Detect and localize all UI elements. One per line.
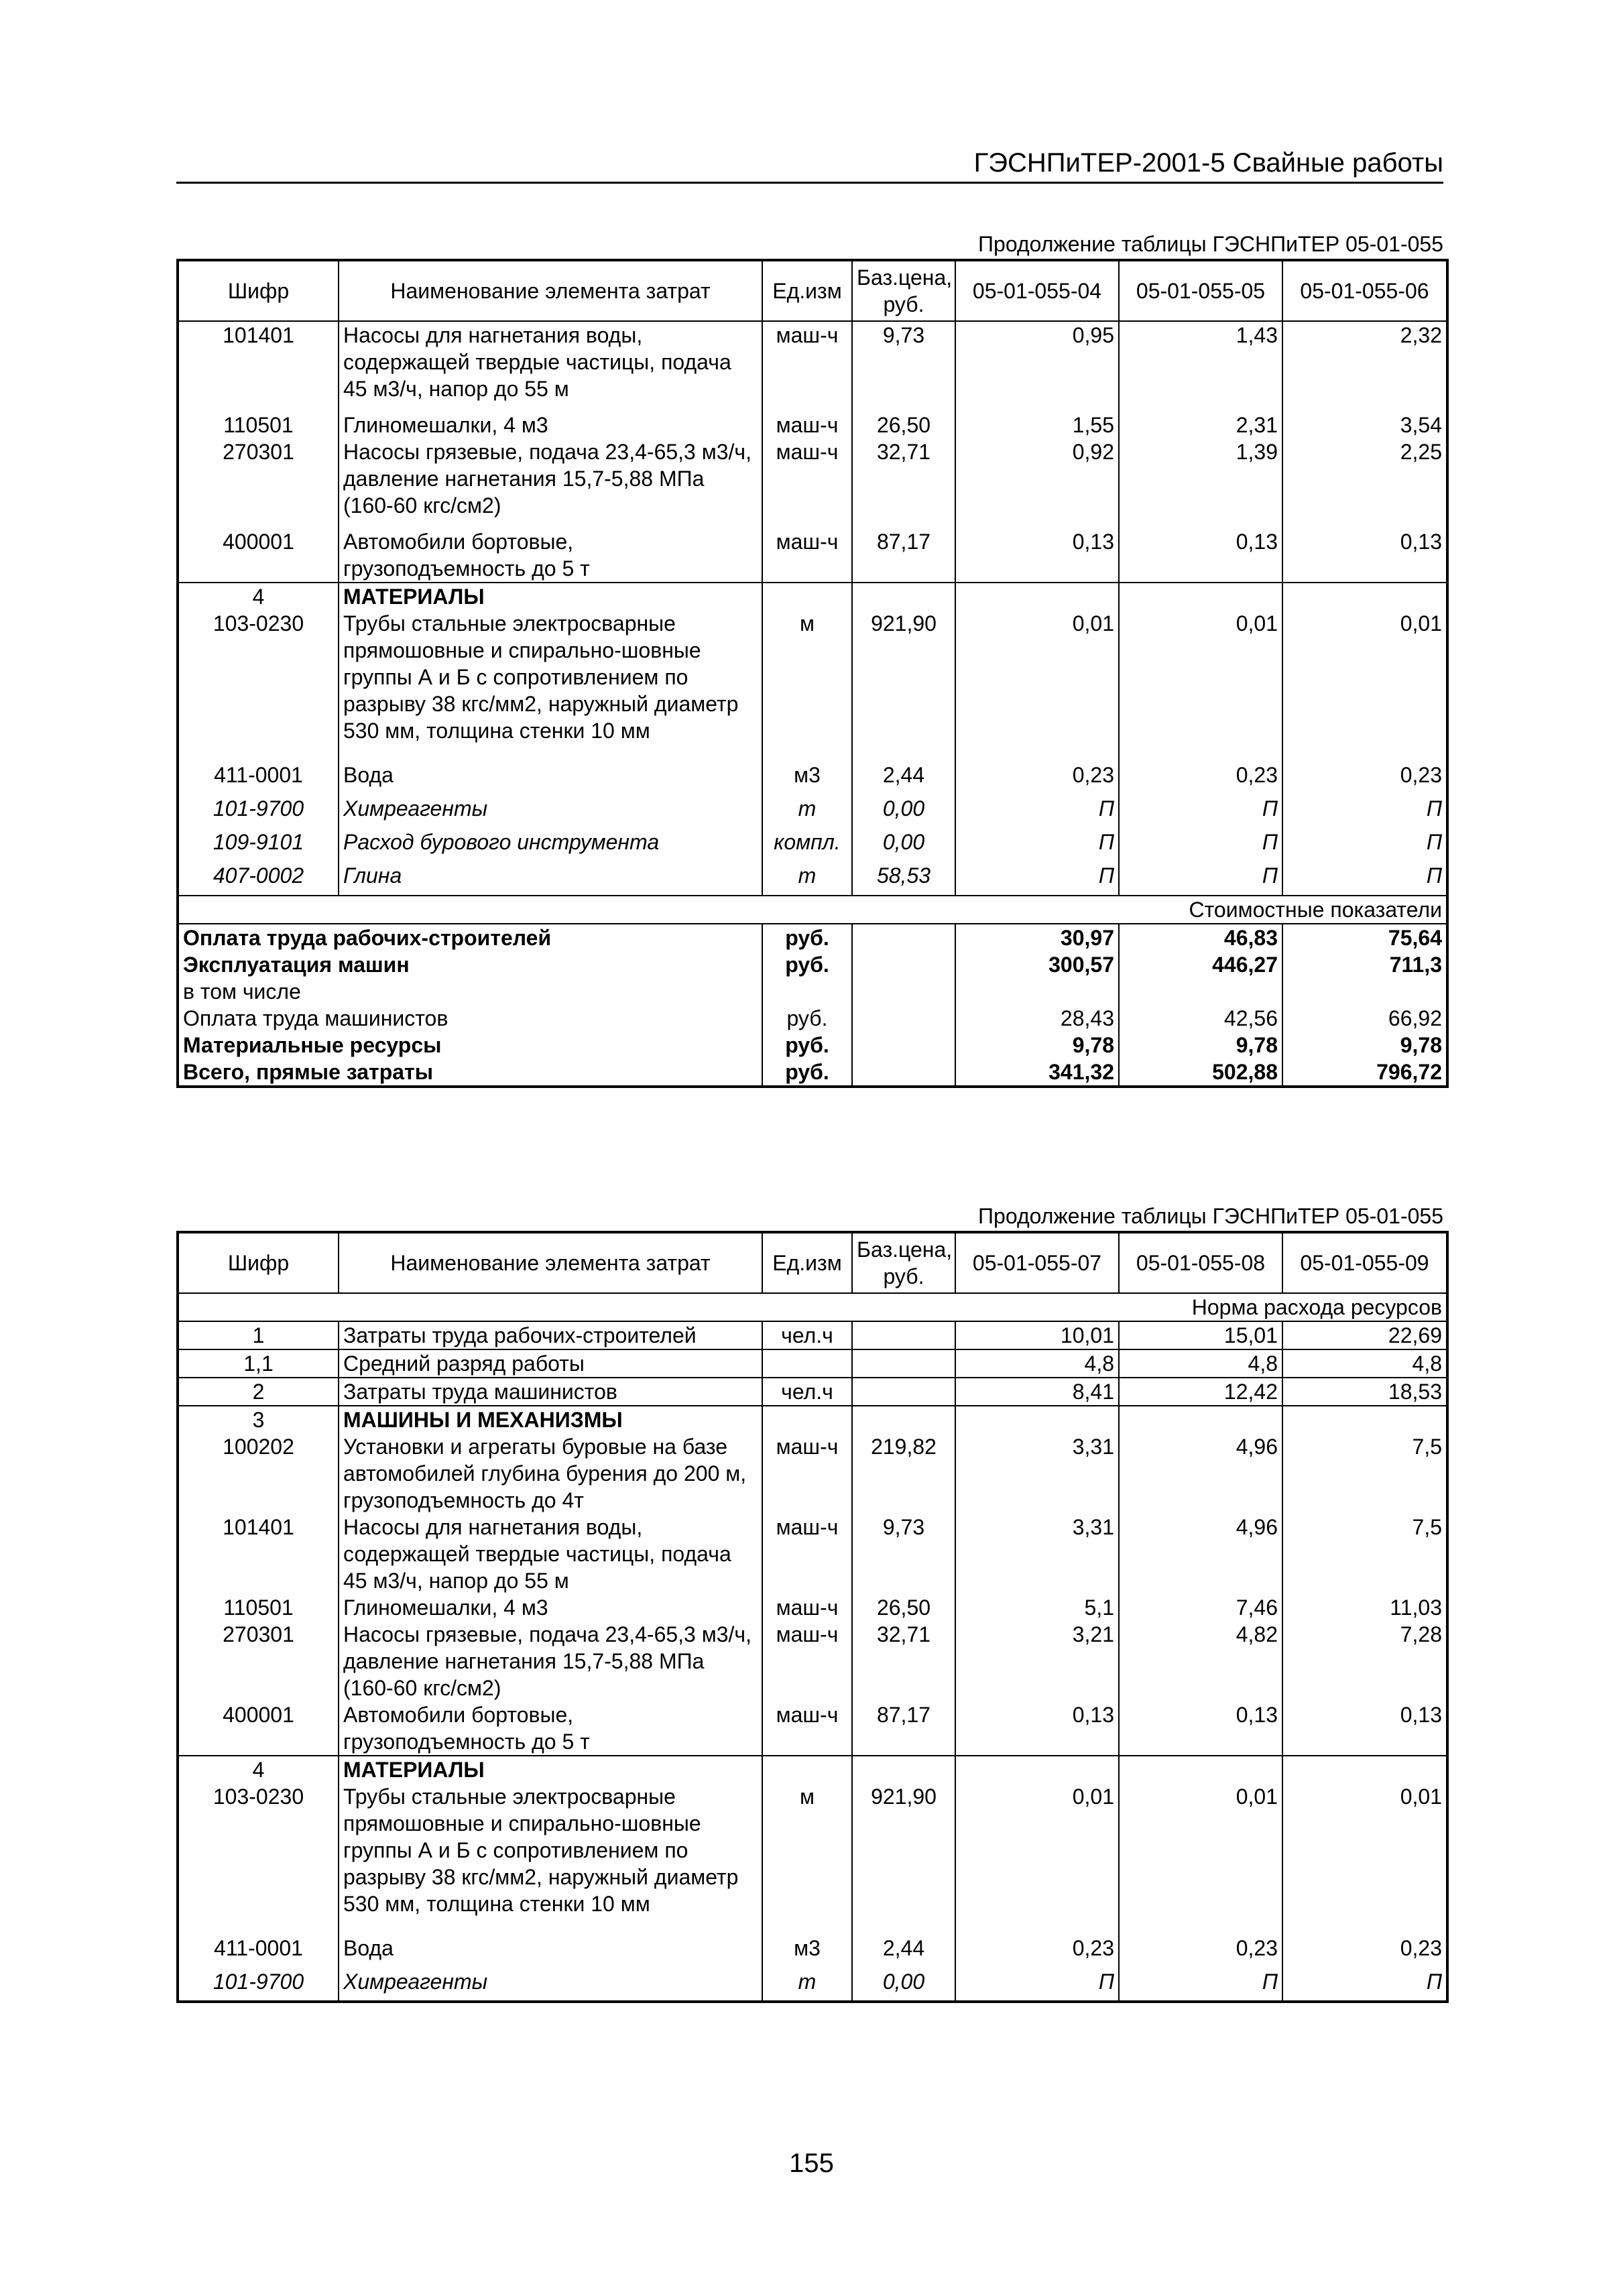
cost-label: Оплата труда машинистов — [178, 1005, 762, 1032]
row-value-3: П — [1282, 829, 1447, 862]
row-value-3: П — [1282, 795, 1447, 829]
table-row — [178, 1701, 1447, 1756]
col-header-price: Баз.цена, руб. — [852, 1232, 955, 1293]
row-code: 109-9101 — [213, 830, 304, 854]
row-price: 32,71 — [852, 1621, 955, 1701]
cost-value-1: 28,43 — [955, 1005, 1119, 1032]
row-value-3: 0,13 — [1282, 1701, 1447, 1756]
cost-value-2: 502,88 — [1119, 1059, 1282, 1087]
cost-value-3: 66,92 — [1282, 1005, 1447, 1032]
row-unit — [762, 1406, 852, 1433]
band-label: Норма расхода ресурсов — [178, 1293, 1447, 1321]
row-value-2: 0,23 — [1119, 1935, 1282, 1968]
row-value-2: 4,96 — [1119, 1514, 1282, 1594]
cost-value-1: 9,78 — [955, 1032, 1119, 1059]
cost-value-2: 446,27 — [1119, 951, 1282, 978]
cost-unit: руб. — [762, 951, 852, 978]
row-value-1: 0,01 — [955, 610, 1119, 762]
row-value-1: 0,92 — [955, 438, 1119, 519]
row-value-1: 8,41 — [955, 1378, 1119, 1406]
row-value-2: 4,8 — [1119, 1349, 1282, 1378]
row-value-3: 2,32 — [1282, 321, 1447, 402]
cost-value-3: 711,3 — [1282, 951, 1447, 978]
page-number: 155 — [789, 2149, 834, 2178]
row-value-2: 0,23 — [1119, 762, 1282, 795]
row-value-1: П — [955, 1968, 1119, 2002]
row-name: Затраты труда машинистов — [339, 1378, 762, 1406]
band-label: Стоимостные показатели — [178, 896, 1447, 924]
row-code: 411-0001 — [214, 1936, 303, 1960]
running-header: ГЭСНПиТЕР-2001-5 Свайные работы — [176, 144, 1443, 184]
row-value-1: 0,01 — [955, 1783, 1119, 1935]
row-value-1 — [955, 1756, 1119, 1783]
row-name: Насосы грязевые, подача 23,4-65,3 м3/ч, давление нагнетания 15,7-5,88 МПа (160-60 кгс/см2) — [339, 1621, 762, 1701]
row-price — [852, 1349, 955, 1378]
row-code: 103-0230 — [213, 611, 304, 636]
row-unit: м3 — [794, 1936, 821, 1960]
cost-value-3: 796,72 — [1282, 1059, 1447, 1087]
row-value-1: 10,01 — [955, 1321, 1119, 1349]
row-value-1: 0,13 — [955, 519, 1119, 583]
table-row — [178, 1935, 1447, 1968]
section-title: МАШИНЫ И МЕХАНИЗМЫ — [339, 1406, 762, 1433]
row-value-3: 0,13 — [1282, 519, 1447, 583]
row-value-3 — [1282, 583, 1447, 610]
row-code: 110501 — [223, 1595, 294, 1620]
band-row — [178, 1293, 1447, 1321]
row-value-2: 0,13 — [1119, 519, 1282, 583]
row-name: Автомобили бортовые, грузоподъемность до 5 т — [339, 519, 762, 583]
row-value-3: 0,01 — [1282, 610, 1447, 762]
row-name: Трубы стальные электросварные прямошовные и спирально-шовные группы А и Б с сопротивлением по разрыву 38 кгс/мм2, наружный диаметр 530 мм, толщина стенки 10 мм — [339, 1783, 762, 1935]
row-unit: м3 — [794, 763, 821, 787]
col-header-unit: Ед.изм — [762, 260, 852, 321]
col-header-unit: Ед.изм — [762, 1232, 852, 1293]
col-header-name: Наименование элемента затрат — [339, 260, 762, 321]
section-title: МАТЕРИАЛЫ — [339, 1756, 762, 1783]
row-unit: маш-ч — [776, 1595, 839, 1620]
row-unit: маш-ч — [776, 413, 839, 437]
table-row — [178, 402, 1447, 438]
table-row — [178, 1594, 1447, 1621]
row-unit: маш-ч — [776, 1703, 839, 1727]
table-row — [178, 1349, 1447, 1378]
cost-unit: руб. — [762, 1032, 852, 1059]
row-unit: м — [800, 1785, 815, 1809]
row-value-2: 2,31 — [1119, 402, 1282, 438]
row-value-3: 0,23 — [1282, 1935, 1447, 1968]
row-unit: т — [798, 796, 817, 821]
row-code: 1 — [178, 1321, 339, 1349]
row-value-1: 0,95 — [955, 321, 1119, 402]
row-value-3: 22,69 — [1282, 1321, 1447, 1349]
col-header-code: Шифр — [178, 260, 339, 321]
cost-value-2 — [1119, 978, 1282, 1005]
row-code: 101-9700 — [213, 1970, 304, 1994]
section-title: МАТЕРИАЛЫ — [339, 583, 762, 610]
cost-value-3 — [1282, 978, 1447, 1005]
row-name: Затраты труда рабочих-строителей — [339, 1321, 762, 1349]
cost-row — [178, 1032, 1447, 1059]
row-price — [852, 1321, 955, 1349]
row-value-1 — [955, 583, 1119, 610]
row-value-2: П — [1119, 862, 1282, 896]
row-value-1: 0,23 — [955, 762, 1119, 795]
row-price: 0,00 — [852, 795, 955, 829]
table-row — [178, 795, 1447, 829]
cost-row — [178, 951, 1447, 978]
row-price: 87,17 — [852, 519, 955, 583]
row-price: 0,00 — [852, 1968, 955, 2002]
row-price: 0,00 — [852, 829, 955, 862]
row-unit: т — [798, 863, 817, 888]
table-row — [178, 1433, 1447, 1514]
cost-label: Всего, прямые затраты — [178, 1059, 762, 1087]
row-value-2: 1,39 — [1119, 438, 1282, 519]
table1-caption: Продолжение таблицы ГЭСНПиТЕР 05-01-055 — [978, 232, 1443, 256]
table-row — [178, 1621, 1447, 1701]
cost-value-2: 9,78 — [1119, 1032, 1282, 1059]
row-value-1: 5,1 — [955, 1594, 1119, 1621]
row-code: 400001 — [223, 530, 294, 554]
row-value-2: 0,13 — [1119, 1701, 1282, 1756]
row-value-2: П — [1119, 1968, 1282, 2002]
cost-value-2: 42,56 — [1119, 1005, 1282, 1032]
row-price: 921,90 — [852, 1783, 955, 1935]
row-value-3 — [1282, 1406, 1447, 1433]
row-code: 100202 — [223, 1435, 294, 1459]
row-value-2: П — [1119, 795, 1282, 829]
row-price: 219,82 — [852, 1433, 955, 1514]
row-value-1: П — [955, 795, 1119, 829]
table-row — [178, 1968, 1447, 2002]
row-value-2: 1,43 — [1119, 321, 1282, 402]
cost-unit — [762, 978, 852, 1005]
cost-value-1: 341,32 — [955, 1059, 1119, 1087]
table-row — [178, 1514, 1447, 1594]
row-unit: маш-ч — [776, 1622, 839, 1646]
row-name: Установки и агрегаты буровые на базе автомобилей глубина бурения до 200 м, грузоподъемность до 4т — [339, 1433, 762, 1514]
cost-value-3: 9,78 — [1282, 1032, 1447, 1059]
row-value-1: 4,8 — [955, 1349, 1119, 1378]
row-price — [852, 1756, 955, 1783]
row-name: Вода — [339, 762, 762, 795]
row-code: 407-0002 — [213, 863, 304, 888]
table-row — [178, 1378, 1447, 1406]
cost-value-1: 300,57 — [955, 951, 1119, 978]
row-unit: маш-ч — [776, 323, 839, 347]
row-price: 921,90 — [852, 610, 955, 762]
table-row — [178, 829, 1447, 862]
col-header-name: Наименование элемента затрат — [339, 1232, 762, 1293]
row-value-3: 18,53 — [1282, 1378, 1447, 1406]
cost-row — [178, 1005, 1447, 1032]
col-header-norm-07: 05-01-055-07 — [955, 1232, 1119, 1293]
row-value-2: 0,01 — [1119, 610, 1282, 762]
row-code: 4 — [178, 583, 339, 610]
row-value-2: 0,01 — [1119, 1783, 1282, 1935]
row-name: Глиномешалки, 4 м3 — [339, 402, 762, 438]
table-row — [178, 862, 1447, 896]
cost-label: Эксплуатация машин — [178, 951, 762, 978]
row-code: 101401 — [223, 323, 294, 347]
row-value-1: 1,55 — [955, 402, 1119, 438]
cost-row — [178, 1059, 1447, 1087]
row-code: 101401 — [223, 1515, 294, 1539]
cost-value-2: 46,83 — [1119, 924, 1282, 951]
row-price: 87,17 — [852, 1701, 955, 1756]
cost-row — [178, 924, 1447, 951]
table-section-row — [178, 583, 1447, 610]
cost-label: Материальные ресурсы — [178, 1032, 762, 1059]
row-unit: чел.ч — [762, 1321, 852, 1349]
row-value-2: 7,46 — [1119, 1594, 1282, 1621]
row-price: 32,71 — [852, 438, 955, 519]
cost-unit: руб. — [762, 1059, 852, 1087]
col-header-norm-04: 05-01-055-04 — [955, 260, 1119, 321]
row-name: Трубы стальные электросварные прямошовные и спирально-шовные группы А и Б с сопротивлением по разрыву 38 кгс/мм2, наружный диаметр 530 мм, толщина стенки 10 мм — [339, 610, 762, 762]
row-code: 270301 — [223, 440, 294, 464]
row-code: 3 — [178, 1406, 339, 1433]
row-value-2: 4,82 — [1119, 1621, 1282, 1701]
table-row — [178, 610, 1447, 762]
row-value-2: 12,42 — [1119, 1378, 1282, 1406]
cost-row — [178, 978, 1447, 1005]
row-unit: м — [800, 611, 815, 636]
row-value-2 — [1119, 583, 1282, 610]
table-row — [178, 321, 1447, 402]
col-header-norm-09: 05-01-055-09 — [1282, 1232, 1447, 1293]
row-unit: чел.ч — [762, 1378, 852, 1406]
row-unit: маш-ч — [776, 1515, 839, 1539]
row-value-1: 3,21 — [955, 1621, 1119, 1701]
cost-unit: руб. — [762, 924, 852, 951]
cost-label: в том числе — [178, 978, 762, 1005]
row-unit — [762, 1349, 852, 1378]
row-value-3: 0,23 — [1282, 762, 1447, 795]
cost-unit: руб. — [762, 1005, 852, 1032]
row-unit — [762, 1756, 852, 1783]
row-unit: маш-ч — [776, 440, 839, 464]
row-value-1: 3,31 — [955, 1433, 1119, 1514]
row-price: 2,44 — [852, 762, 955, 795]
row-value-3: 11,03 — [1282, 1594, 1447, 1621]
row-price: 9,73 — [852, 1514, 955, 1594]
row-unit — [762, 583, 852, 610]
table-row — [178, 1783, 1447, 1935]
row-code: 411-0001 — [214, 763, 303, 787]
row-value-3: П — [1282, 1968, 1447, 2002]
row-value-3 — [1282, 1756, 1447, 1783]
row-code: 110501 — [223, 413, 294, 437]
row-code: 270301 — [223, 1622, 294, 1646]
row-name: Химреагенты — [339, 1968, 762, 2002]
row-price: 26,50 — [852, 1594, 955, 1621]
cost-label: Оплата труда рабочих-строителей — [178, 924, 762, 951]
cost-value-3: 75,64 — [1282, 924, 1447, 951]
row-value-3: 7,5 — [1282, 1433, 1447, 1514]
row-value-2: П — [1119, 829, 1282, 862]
row-code: 400001 — [223, 1703, 294, 1727]
row-price — [852, 583, 955, 610]
row-value-1: П — [955, 862, 1119, 896]
row-value-3: 0,01 — [1282, 1783, 1447, 1935]
row-name: Насосы для нагнетания воды, содержащей твердые частицы, подача 45 м3/ч, напор до 55 м — [339, 321, 762, 402]
row-value-1: 0,13 — [955, 1701, 1119, 1756]
row-value-1: П — [955, 829, 1119, 862]
row-value-2: 4,96 — [1119, 1433, 1282, 1514]
col-header-norm-05: 05-01-055-05 — [1119, 260, 1282, 321]
row-name: Насосы для нагнетания воды, содержащей твердые частицы, подача 45 м3/ч, напор до 55 м — [339, 1514, 762, 1594]
row-price — [852, 1406, 955, 1433]
band-row — [178, 896, 1447, 924]
col-header-price: Баз.цена, руб. — [852, 260, 955, 321]
row-value-1: 0,23 — [955, 1935, 1119, 1968]
row-value-3: П — [1282, 862, 1447, 896]
table-row — [178, 1321, 1447, 1349]
row-code: 2 — [178, 1378, 339, 1406]
row-name: Насосы грязевые, подача 23,4-65,3 м3/ч, давление нагнетания 15,7-5,88 МПа (160-60 кгс/см2) — [339, 438, 762, 519]
resource-table-1 — [176, 259, 1449, 1088]
row-price: 58,53 — [852, 862, 955, 896]
col-header-norm-06: 05-01-055-06 — [1282, 260, 1447, 321]
col-header-code: Шифр — [178, 1232, 339, 1293]
row-unit: маш-ч — [776, 530, 839, 554]
row-name: Глина — [339, 862, 762, 896]
row-unit: маш-ч — [776, 1435, 839, 1459]
row-value-1: 3,31 — [955, 1514, 1119, 1594]
row-price: 26,50 — [852, 402, 955, 438]
table-row — [178, 762, 1447, 795]
row-code: 101-9700 — [213, 796, 304, 821]
row-value-2: 15,01 — [1119, 1321, 1282, 1349]
row-value-2 — [1119, 1756, 1282, 1783]
row-value-1 — [955, 1406, 1119, 1433]
table2-caption: Продолжение таблицы ГЭСНПиТЕР 05-01-055 — [978, 1204, 1443, 1228]
table-section-row — [178, 1756, 1447, 1783]
table-section-row — [178, 1406, 1447, 1433]
row-name: Средний разряд работы — [339, 1349, 762, 1378]
row-value-3: 7,28 — [1282, 1621, 1447, 1701]
row-value-3: 4,8 — [1282, 1349, 1447, 1378]
row-price: 9,73 — [852, 321, 955, 402]
row-name: Вода — [339, 1935, 762, 1968]
cost-value-1 — [955, 978, 1119, 1005]
row-name: Глиномешалки, 4 м3 — [339, 1594, 762, 1621]
row-name: Расход бурового инструмента — [339, 829, 762, 862]
table-row — [178, 438, 1447, 519]
row-value-3: 2,25 — [1282, 438, 1447, 519]
table-row — [178, 519, 1447, 583]
row-code: 4 — [178, 1756, 339, 1783]
row-name: Автомобили бортовые, грузоподъемность до 5 т — [339, 1701, 762, 1756]
row-name: Химреагенты — [339, 795, 762, 829]
row-unit: т — [798, 1970, 817, 1994]
row-value-3: 3,54 — [1282, 402, 1447, 438]
col-header-norm-08: 05-01-055-08 — [1119, 1232, 1282, 1293]
row-code: 103-0230 — [213, 1785, 304, 1809]
row-price — [852, 1378, 955, 1406]
row-code: 1,1 — [178, 1349, 339, 1378]
row-value-3: 7,5 — [1282, 1514, 1447, 1594]
row-unit: компл. — [774, 830, 841, 854]
row-value-2 — [1119, 1406, 1282, 1433]
resource-table-2 — [176, 1231, 1449, 2003]
row-price: 2,44 — [852, 1935, 955, 1968]
cost-value-1: 30,97 — [955, 924, 1119, 951]
